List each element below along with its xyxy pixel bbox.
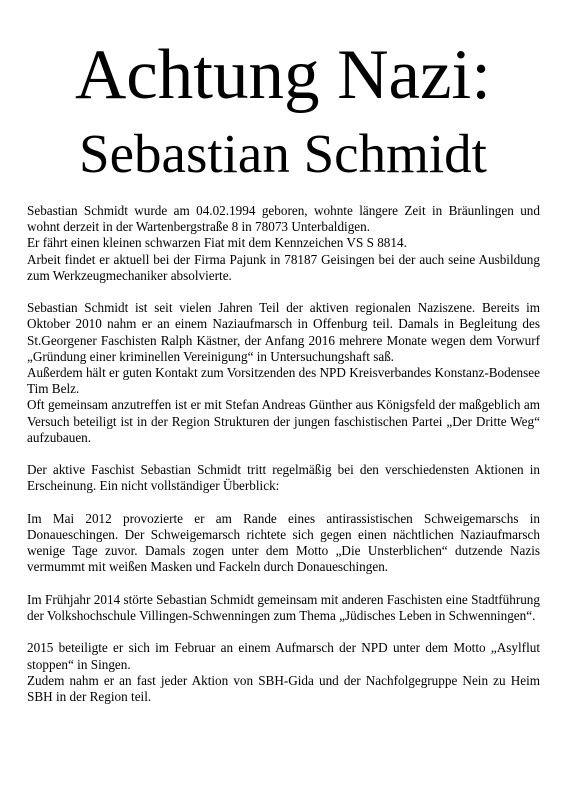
text-line: Arbeit findet er aktuell bei der Firma Pajunk in 78187 Geisingen bei der auch seine Ausbildung zum Werkzeugmechaniker absolvierte. bbox=[27, 251, 540, 283]
text-line: Sebastian Schmidt wurde am 04.02.1994 geboren, wohnte längere Zeit in Bräunlingen und wohnt derzeit in der Wartenbergstraße 8 in 78073 Unterbaldigen. bbox=[27, 203, 540, 235]
text-line: Zudem nahm er an fast jeder Aktion von SBH-Gida und der Nachfolgegruppe Nein zu Heim SBH in der Region teil. bbox=[27, 672, 540, 705]
text-line: Außerdem hält er guten Kontakt zum Vorsitzenden des NPD Kreisverbandes Konstanz-Bodensee Tim Belz. bbox=[27, 365, 540, 397]
body-text bbox=[27, 203, 540, 705]
text-line: Er fährt einen kleinen schwarzen Fiat mit dem Kennzeichen VS S 8814. bbox=[27, 235, 407, 251]
paragraph-2014 bbox=[27, 592, 540, 624]
paragraph-gap bbox=[27, 576, 540, 592]
paragraph-scene-involvement bbox=[27, 300, 540, 446]
paragraph-personal-info bbox=[27, 203, 540, 284]
text-line: Im Mai 2012 provozierte er am Rande eines antirassistischen Schweigemarschs in Donaueschingen. Der Schweigemarsch richtete sich gegen einen nächtlichen Naziaufmarsch wenige Tage zuvor. Damals zogen unter dem Motto „Die Unsterblichen“ dutzende Nazis vermummt mit weißen Masken und Fackeln durch Donaueschingen. bbox=[27, 510, 540, 575]
paragraph-overview-intro bbox=[27, 462, 540, 494]
paragraph-2012 bbox=[27, 511, 540, 576]
text-line: 2015 beteiligte er sich im Februar an einem Aufmarsch der NPD unter dem Motto „Asylflut stoppen“ in Singen. bbox=[27, 640, 540, 672]
paragraph-2015 bbox=[27, 640, 540, 705]
headline-warning: Achtung Nazi: bbox=[74, 36, 491, 114]
paragraph-gap bbox=[27, 446, 540, 462]
text-line: Sebastian Schmidt ist seit vielen Jahren Teil der aktiven regionalen Naziszene. Bereits im Oktober 2010 nahm er an einem Naziaufmarsch in Offenburg teil. Damals in Begleitung des St.Georgener Faschisten Ralph Kästner, der Anfang 2016 mehrere Monate wegen dem Vorwurf „Gründung einer kriminellen Vereinigung“ in Untersuchungshaft saß. bbox=[27, 300, 540, 364]
text-line: Im Frühjahr 2014 störte Sebastian Schmidt gemeinsam mit anderen Faschisten eine Stadtführung der Volkshochschule Villingen-Schwenningen zum Thema „Jüdisches Leben in Schwenningen“. bbox=[27, 591, 540, 624]
headline-name: Sebastian Schmidt bbox=[79, 123, 487, 184]
text-line: Oft gemeinsam anzutreffen ist er mit Stefan Andreas Günther aus Königsfeld der maßgeblich am Versuch beteiligt ist in der Region Strukturen der jungen faschistischen Partei „Der Dritte Weg“ aufzubauen. bbox=[27, 397, 540, 445]
paragraph-gap bbox=[27, 624, 540, 640]
paragraph-gap bbox=[27, 284, 540, 300]
text-line: Der aktive Faschist Sebastian Schmidt tritt regelmäßig bei den verschiedensten Aktionen in Erscheinung. Ein nicht vollständiger Überblick: bbox=[27, 462, 540, 494]
paragraph-gap bbox=[27, 495, 540, 511]
